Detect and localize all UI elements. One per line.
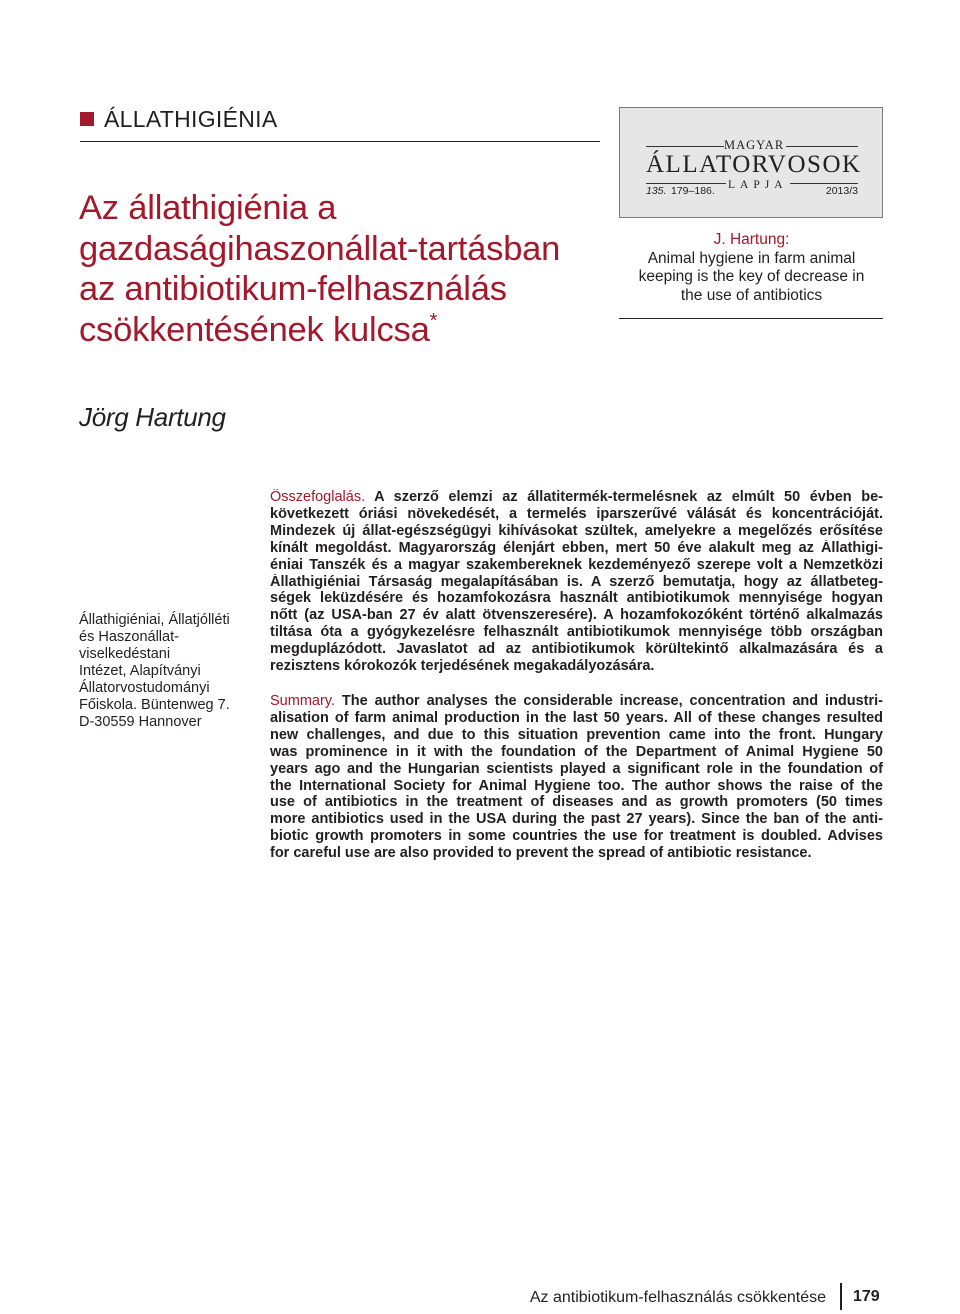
title-line-1: Az állathigiénia a [79, 189, 337, 227]
abstract-line: alisation of farm animal production in the last 50 years. All of these changes resulted [270, 709, 883, 726]
abstract-line: biotic growth promoters in some countries the use for treatment is doubled. Advises [270, 828, 883, 845]
abstract-line: következett óriási növekedését, a termelés iparszerűvé válását és koncentrációját. [270, 505, 883, 522]
abstract-line: ségek leküzdésére és hozamfokozásra használt antibiotikumok mennyisége hogyan [270, 590, 883, 607]
abstract-english [270, 693, 883, 862]
section-marker-square [80, 112, 94, 126]
journal-volume: 135. [646, 185, 667, 197]
footer-divider [840, 1283, 842, 1310]
abstract-hungarian [270, 489, 883, 675]
section-label: ÁLLATHIGIÉNIA [104, 106, 278, 132]
abstract-hu-label: Összefoglalás. [270, 489, 366, 505]
abstract-hu-first-line: A szerző elemzi az állatitermék-termelésnek az elmúlt 50 évben be- [374, 489, 883, 505]
abstract-line: tiltása óta a gyógykezelésre felhasznált antibiotikumok mennyisége több országban [270, 624, 883, 641]
abstract-line: for careful use are also provided to prevent the spread of antibiotic resistance. [270, 845, 812, 862]
english-title-line-3: the use of antibiotics [680, 286, 823, 304]
title-footnote-mark: * [429, 309, 438, 332]
affiliation [79, 612, 259, 731]
abstract-line: Állathigiéniai Társaság megalapításában is. A szerző bemutatja, hogy az állatbeteg- [270, 573, 883, 590]
abstract-line: éniai Tanszék és a magyar szakembereknek kezdeményező szerepe volt a Nemzetközi [270, 556, 883, 573]
article-title [79, 188, 599, 350]
running-title: Az antibiotikum-felhasználás csökkentése [529, 1289, 826, 1306]
section-rule [80, 141, 600, 142]
abstract-line: use of antibiotics in the treatment of diseases and as growth promoters (50 times [270, 794, 883, 811]
abstract-line: megduplázódott. Javaslatot ad az antibiotikumok körültekintő alkalmazására és a [270, 641, 883, 658]
journal-name: ÁLLATORVOSOK [646, 151, 862, 178]
journal-year-issue: 2013/3 [825, 185, 858, 197]
abstract-line: years ago and the Hungarian scientists played a significant role in the foundation of [270, 760, 883, 777]
abstract-line: more antibiotics used in the USA during the past 27 years). Since the ban of the anti- [270, 811, 883, 828]
abstract-line: the International Society for Animal Hygiene too. The author shows the raise of the [270, 777, 883, 794]
journal-lapja: LAPJA [728, 179, 788, 191]
affiliation-line: Állathigiéniai, Állatjólléti [79, 612, 230, 628]
journal-pages: 179–186. [671, 185, 715, 197]
logo-rule-left [646, 146, 724, 147]
abstract-line [270, 693, 883, 710]
english-title-block [620, 231, 883, 305]
journal-logo-box [619, 107, 883, 218]
affiliation-line: D-30559 Hannover [79, 714, 202, 730]
title-line-3: az antibiotikum-felhasználás [79, 270, 507, 308]
english-title-line-1: Animal hygiene in farm animal [647, 249, 856, 267]
logo-rule-right [786, 146, 858, 147]
abstract-line: nőtt (az USA-ban 27 év alatt ötvenszeresére). A hozamfokozóként történő alkalmazás [270, 607, 883, 624]
abstract-line: Mindezek új állat-egészségügyi kihívásokat szültek, amelyekre a megelőzés erősítése [270, 522, 883, 539]
logo-rule-bottom-left [646, 183, 726, 184]
affiliation-line: Főiskola. Büntenweg 7. [79, 697, 230, 713]
english-title-line-2: keeping is the key of decrease in [638, 268, 865, 285]
abstract-line: rezisztens kórokozók terjedésének megakadályozására. [270, 658, 655, 675]
abstract-en-label: Summary. [270, 693, 335, 709]
english-author: J. Hartung: [713, 231, 790, 248]
title-line-4: csökkentésének kulcsa [79, 310, 430, 349]
affiliation-line: viselkedéstani [79, 646, 171, 662]
affiliation-line: Intézet, Alapítványi [79, 663, 201, 679]
logo-rule-bottom-right [790, 183, 858, 184]
author-name: Jörg Hartung [79, 402, 226, 432]
abstract-line [270, 489, 883, 506]
page-number: 179 [853, 1288, 880, 1305]
title-line-2: gazdaságihaszonállat-tartásban [79, 229, 561, 268]
abstract-en-first-line: The author analyses the considerable increase, concentration and industri- [341, 693, 883, 709]
english-block-rule [619, 318, 883, 319]
abstract-line: new challenges, and due to this situation prevention came into the front. Hungary [270, 726, 883, 743]
affiliation-line: és Haszonállat- [79, 629, 179, 645]
affiliation-line: Állatorvostudományi [79, 680, 210, 696]
journal-magyar: MAGYAR [724, 138, 785, 152]
abstract-line: kínált megoldást. Magyarország élenjárt ebben, mert 50 éve alakult meg az Állathigi- [270, 539, 883, 556]
abstract-line: was prominence in it with the foundation of the Department of Animal Hygiene 50 [270, 743, 883, 760]
